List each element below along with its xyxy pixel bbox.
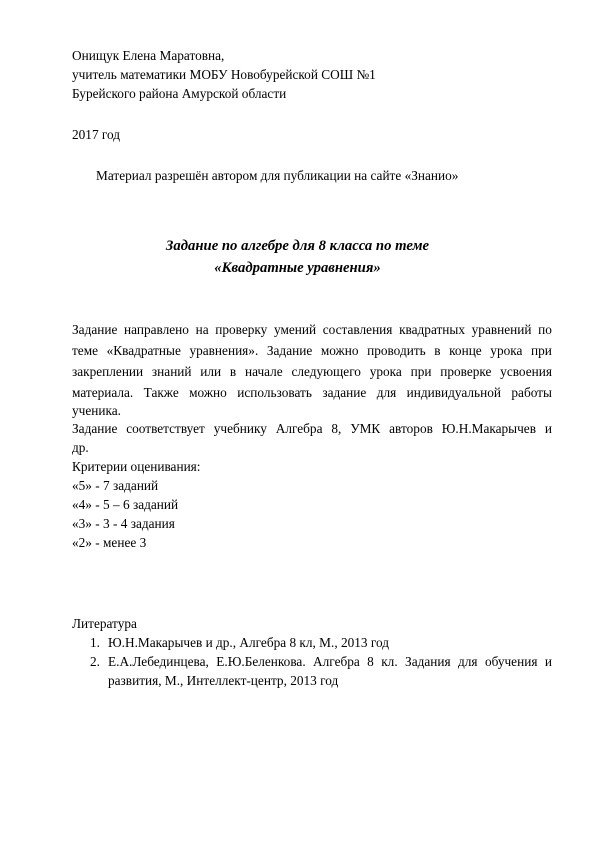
word: составления (322, 322, 393, 337)
criteria-item: «4» - 5 – 6 заданий (72, 497, 179, 512)
word: авторов (389, 421, 433, 436)
word: и (544, 421, 552, 436)
word: Е.А.Лебединцева, (108, 654, 209, 669)
word: Задание (72, 322, 118, 337)
word: начале (244, 364, 283, 379)
description-line-last: ученика. (72, 403, 121, 418)
author-region: Бурейского района Амурской области (72, 86, 287, 101)
word: обучения (484, 654, 538, 669)
word: можно (189, 385, 227, 400)
word: материала. (72, 385, 134, 400)
word: уравнений (471, 322, 532, 337)
criteria-item: «5» - 7 заданий (72, 478, 159, 493)
word: проверку (215, 322, 268, 337)
literature-item-number: 2. (90, 654, 100, 669)
word: усвоения (500, 364, 552, 379)
word: при (530, 343, 552, 358)
textbook-line (72, 421, 552, 437)
word: на (195, 322, 209, 337)
word: «Квадратные (106, 343, 181, 358)
word: Задания (405, 654, 451, 669)
word: проверке (440, 364, 492, 379)
word: Алгебра (275, 421, 323, 436)
word: индивидуальной (406, 385, 501, 400)
word: квадратных (399, 322, 466, 337)
description-line (72, 385, 552, 401)
word: урока (490, 343, 523, 358)
word: в (229, 364, 237, 379)
word: учебнику (213, 421, 267, 436)
word: можно (320, 343, 359, 358)
word: в (434, 343, 441, 358)
word: Ю.Н.Макарычев (441, 421, 536, 436)
description-line (72, 364, 552, 380)
year: 2017 год (72, 127, 121, 142)
word: для (376, 385, 397, 400)
word: кл. (381, 654, 398, 669)
word: уравнения». (189, 343, 259, 358)
word: знаний (151, 364, 192, 379)
description-line (72, 343, 552, 359)
word: теме (72, 343, 99, 358)
word: Также (143, 385, 179, 400)
criteria-item: «2» - менее 3 (72, 535, 147, 550)
word: задание (322, 385, 367, 400)
word: Е.Ю.Беленкова. (216, 654, 306, 669)
document-title-line2: «Квадратные уравнения» (214, 260, 381, 276)
literature-item-text: Ю.Н.Макарычев и др., Алгебра 8 кл, М., 2013 год (108, 635, 390, 650)
word: направлено (124, 322, 189, 337)
criteria-heading: Критерии оценивания: (72, 459, 201, 474)
word: при (410, 364, 432, 379)
word: работы (511, 385, 552, 400)
literature-item-text-cont: развития, М., Интеллект-центр, 2013 год (108, 673, 339, 688)
word: и (544, 654, 552, 669)
word: УМК (350, 421, 381, 436)
word: проводить (367, 343, 426, 358)
literature-item-number: 1. (90, 635, 100, 650)
word: Задание (72, 421, 118, 436)
word: для (458, 654, 478, 669)
textbook-line-last: др. (72, 440, 89, 455)
literature-heading: Литература (72, 616, 137, 631)
word: использовать (237, 385, 312, 400)
word: умений (273, 322, 317, 337)
word: по (538, 322, 552, 337)
author-position: учитель математики МОБУ Новобурейской СОШ №1 (72, 67, 376, 82)
word: или (200, 364, 222, 379)
literature-item-text (108, 654, 552, 670)
word: соответствует (126, 421, 205, 436)
word: Задание (266, 343, 313, 358)
word: закреплении (72, 364, 144, 379)
author-name: Онищук Елена Маратовна, (72, 48, 225, 63)
word: Алгебра (313, 654, 360, 669)
word: конце (449, 343, 482, 358)
document-title-line1: Задание по алгебре для 8 класса по теме (165, 238, 430, 254)
word: 8, (331, 421, 342, 436)
criteria-item: «3» - 3 - 4 задания (72, 516, 175, 531)
permission-note: Материал разрешён автором для публикации на сайте «Знанио» (96, 168, 459, 183)
description-line (72, 322, 552, 338)
word: 8 (367, 654, 374, 669)
word: следующего (291, 364, 361, 379)
word: урока (369, 364, 402, 379)
